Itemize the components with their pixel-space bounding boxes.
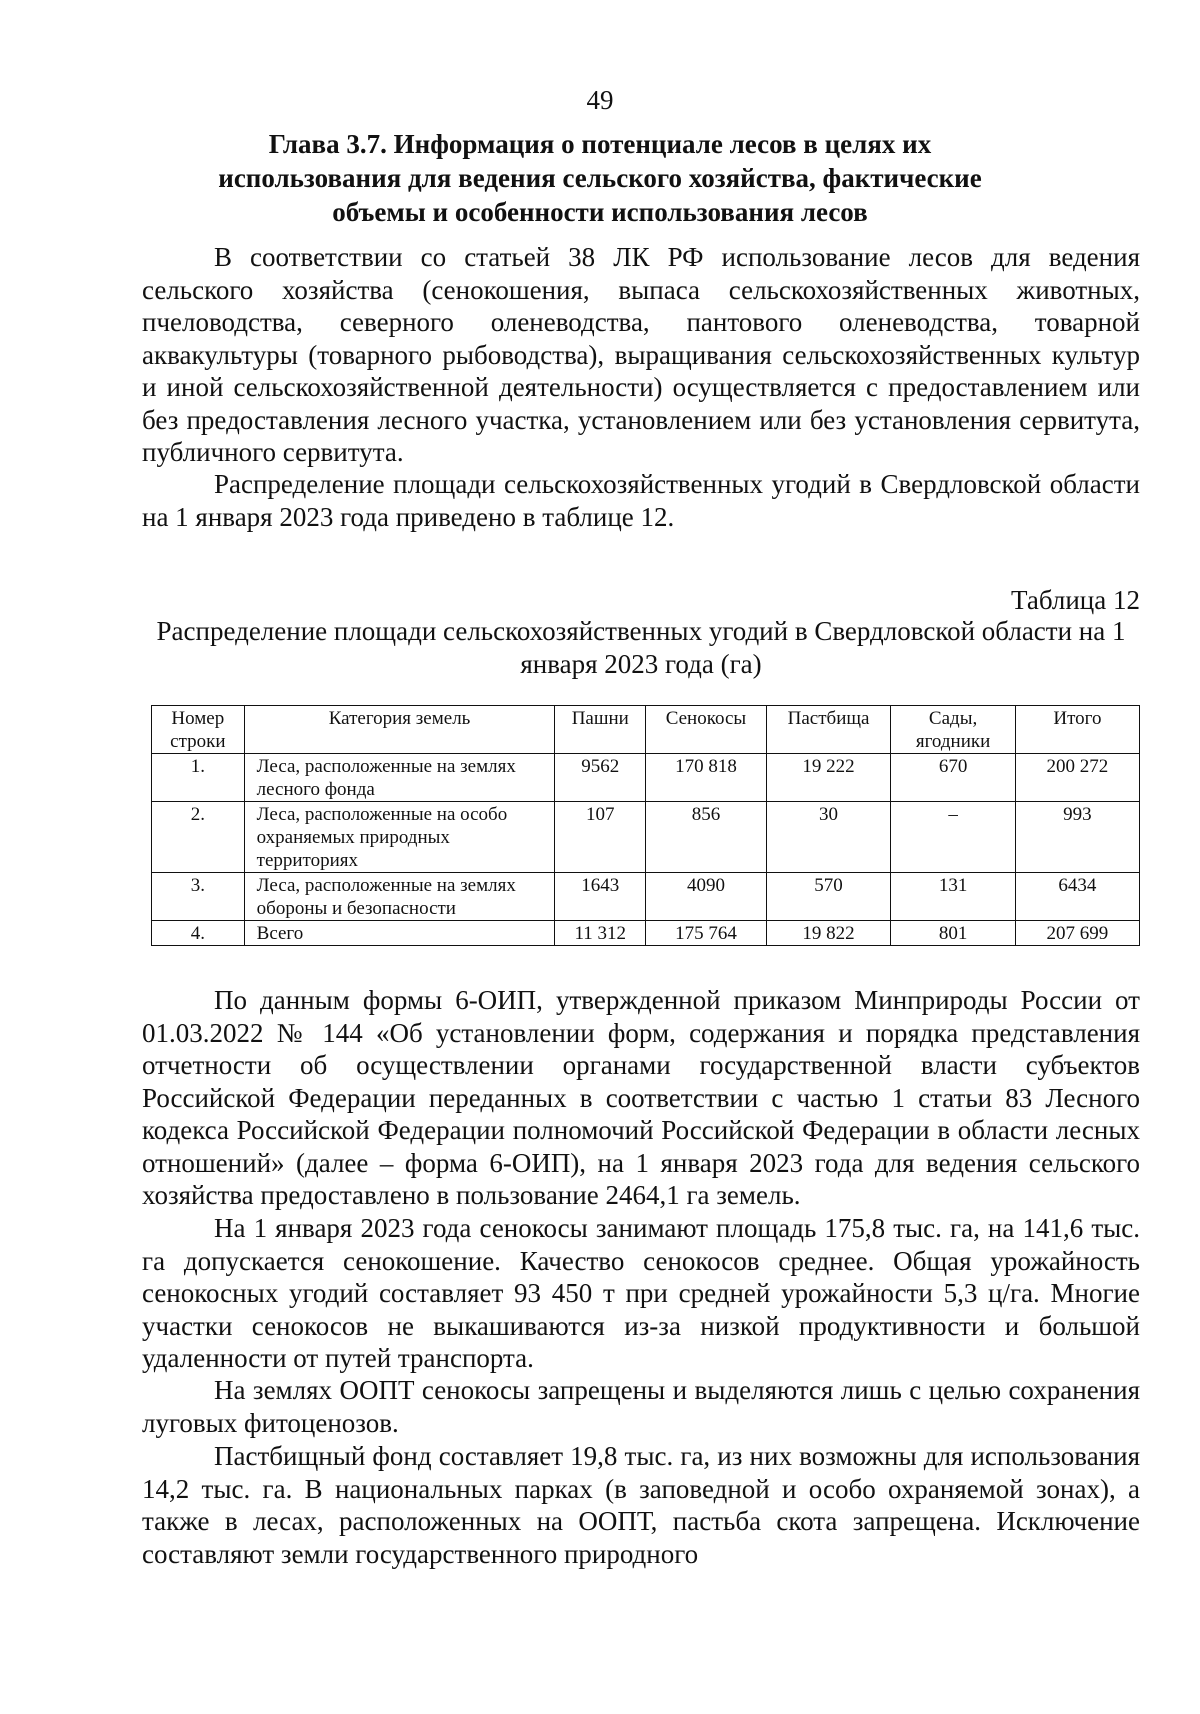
cell-total: 993	[1015, 802, 1139, 873]
data-table	[151, 705, 1140, 946]
chapter-title: Глава 3.7. Информация о потенциале лесов в целях их использования для ведения сельского хозяйства, фактические объемы и особенности использования лесов	[218, 129, 982, 227]
table-header-row	[152, 706, 1140, 754]
pastures-paragraph: Пастбищный фонд составляет 19,8 тыс. га, из них возможны для использования 14,2 тыс. га. В национальных парках (в заповедной и особо охраняемой зонах), а также в лесах, расположенных на ООПТ, пастьба скота запрещена. Исключение составляют земли государственного природного	[142, 1441, 1140, 1569]
table-row	[152, 873, 1140, 921]
table-row	[152, 754, 1140, 802]
cell-gardens: –	[891, 802, 1015, 873]
cell-gardens: 131	[891, 873, 1015, 921]
cell-gardens: 670	[891, 754, 1015, 802]
cell-arable: 107	[555, 802, 646, 873]
cell-category: Всего	[244, 921, 555, 946]
page-number: 49	[586, 85, 614, 115]
cell-hayfields: 4090	[646, 873, 767, 921]
cell-row-number: 2.	[152, 802, 245, 873]
intro-paragraph: В соответствии со статьей 38 ЛК РФ использование лесов для ведения сельского хозяйства (сенокошения, выпаса сельскохозяйственных животных, пчеловодства, северного оленеводства, пантового оленеводства, товарной аквакультуры (товарного рыбоводства), выращивания сельскохозяйственных культур и иной сельскохозяйственной деятельности) осуществляется с предоставлением или без предоставления лесного участка, установлением или без установления сервитута, публичного сервитута.	[142, 242, 1140, 467]
cell-hayfields: 170 818	[646, 754, 767, 802]
table-row-total	[152, 921, 1140, 946]
cell-arable: 11 312	[555, 921, 646, 946]
table-label: Таблица 12	[1011, 585, 1140, 615]
header-hayfields: Сенокосы	[646, 706, 767, 754]
protected-areas-paragraph: На землях ООПТ сенокосы запрещены и выделяются лишь с целью сохранения луговых фитоценозов.	[142, 1375, 1140, 1438]
header-row-number: Номер строки	[152, 706, 245, 754]
form-6-oip-paragraph: По данным формы 6-ОИП, утвержденной приказом Минприроды России от 01.03.2022 № 144 «Об установлении форм, содержания и порядка представления отчетности об осуществлении органами государственной власти субъектов Российской Федерации переданных в соответствии с частью 1 статьи 83 Лесного кодекса Российской Федерации полномочий Российской Федерации в области лесных отношений» (далее – форма 6-ОИП), на 1 января 2023 года для ведения сельского хозяйства предоставлено в пользование 2464,1 га земель.	[142, 985, 1140, 1210]
cell-pastures: 570	[766, 873, 891, 921]
cell-row-number: 4.	[152, 921, 245, 946]
cell-total: 200 272	[1015, 754, 1139, 802]
cell-total: 6434	[1015, 873, 1139, 921]
table-reference-paragraph: Распределение площади сельскохозяйственных угодий в Свердловской области на 1 января 2023 года приведено в таблице 12.	[142, 469, 1140, 532]
cell-row-number: 3.	[152, 873, 245, 921]
cell-arable: 9562	[555, 754, 646, 802]
table-title: Распределение площади сельскохозяйственных угодий в Свердловской области на 1 января 2023 года (га)	[156, 616, 1126, 679]
cell-arable: 1643	[555, 873, 646, 921]
cell-hayfields: 856	[646, 802, 767, 873]
cell-row-number: 1.	[152, 754, 245, 802]
cell-pastures: 19 822	[766, 921, 891, 946]
cell-category: Леса, расположенные на особо охраняемых природных территориях	[244, 802, 555, 873]
header-total: Итого	[1015, 706, 1139, 754]
cell-gardens: 801	[891, 921, 1015, 946]
header-arable: Пашни	[555, 706, 646, 754]
header-land-category: Категория земель	[244, 706, 555, 754]
cell-hayfields: 175 764	[646, 921, 767, 946]
cell-pastures: 19 222	[766, 754, 891, 802]
cell-pastures: 30	[766, 802, 891, 873]
header-pastures: Пастбища	[766, 706, 891, 754]
cell-category: Леса, расположенные на землях лесного фонда	[244, 754, 555, 802]
hayfields-paragraph: На 1 января 2023 года сенокосы занимают площадь 175,8 тыс. га, на 141,6 тыс. га допускается сенокошение. Качество сенокосов среднее. Общая урожайность сенокосных угодий составляет 93 450 т при средней урожайности 5,3 ц/га. Многие участки сенокосов не выкашиваются из-за низкой продуктивности и большой удаленности от путей транспорта.	[142, 1213, 1140, 1373]
table-row	[152, 802, 1140, 873]
cell-category: Леса, расположенные на землях обороны и безопасности	[244, 873, 555, 921]
cell-total: 207 699	[1015, 921, 1139, 946]
header-gardens: Сады, ягодники	[891, 706, 1015, 754]
